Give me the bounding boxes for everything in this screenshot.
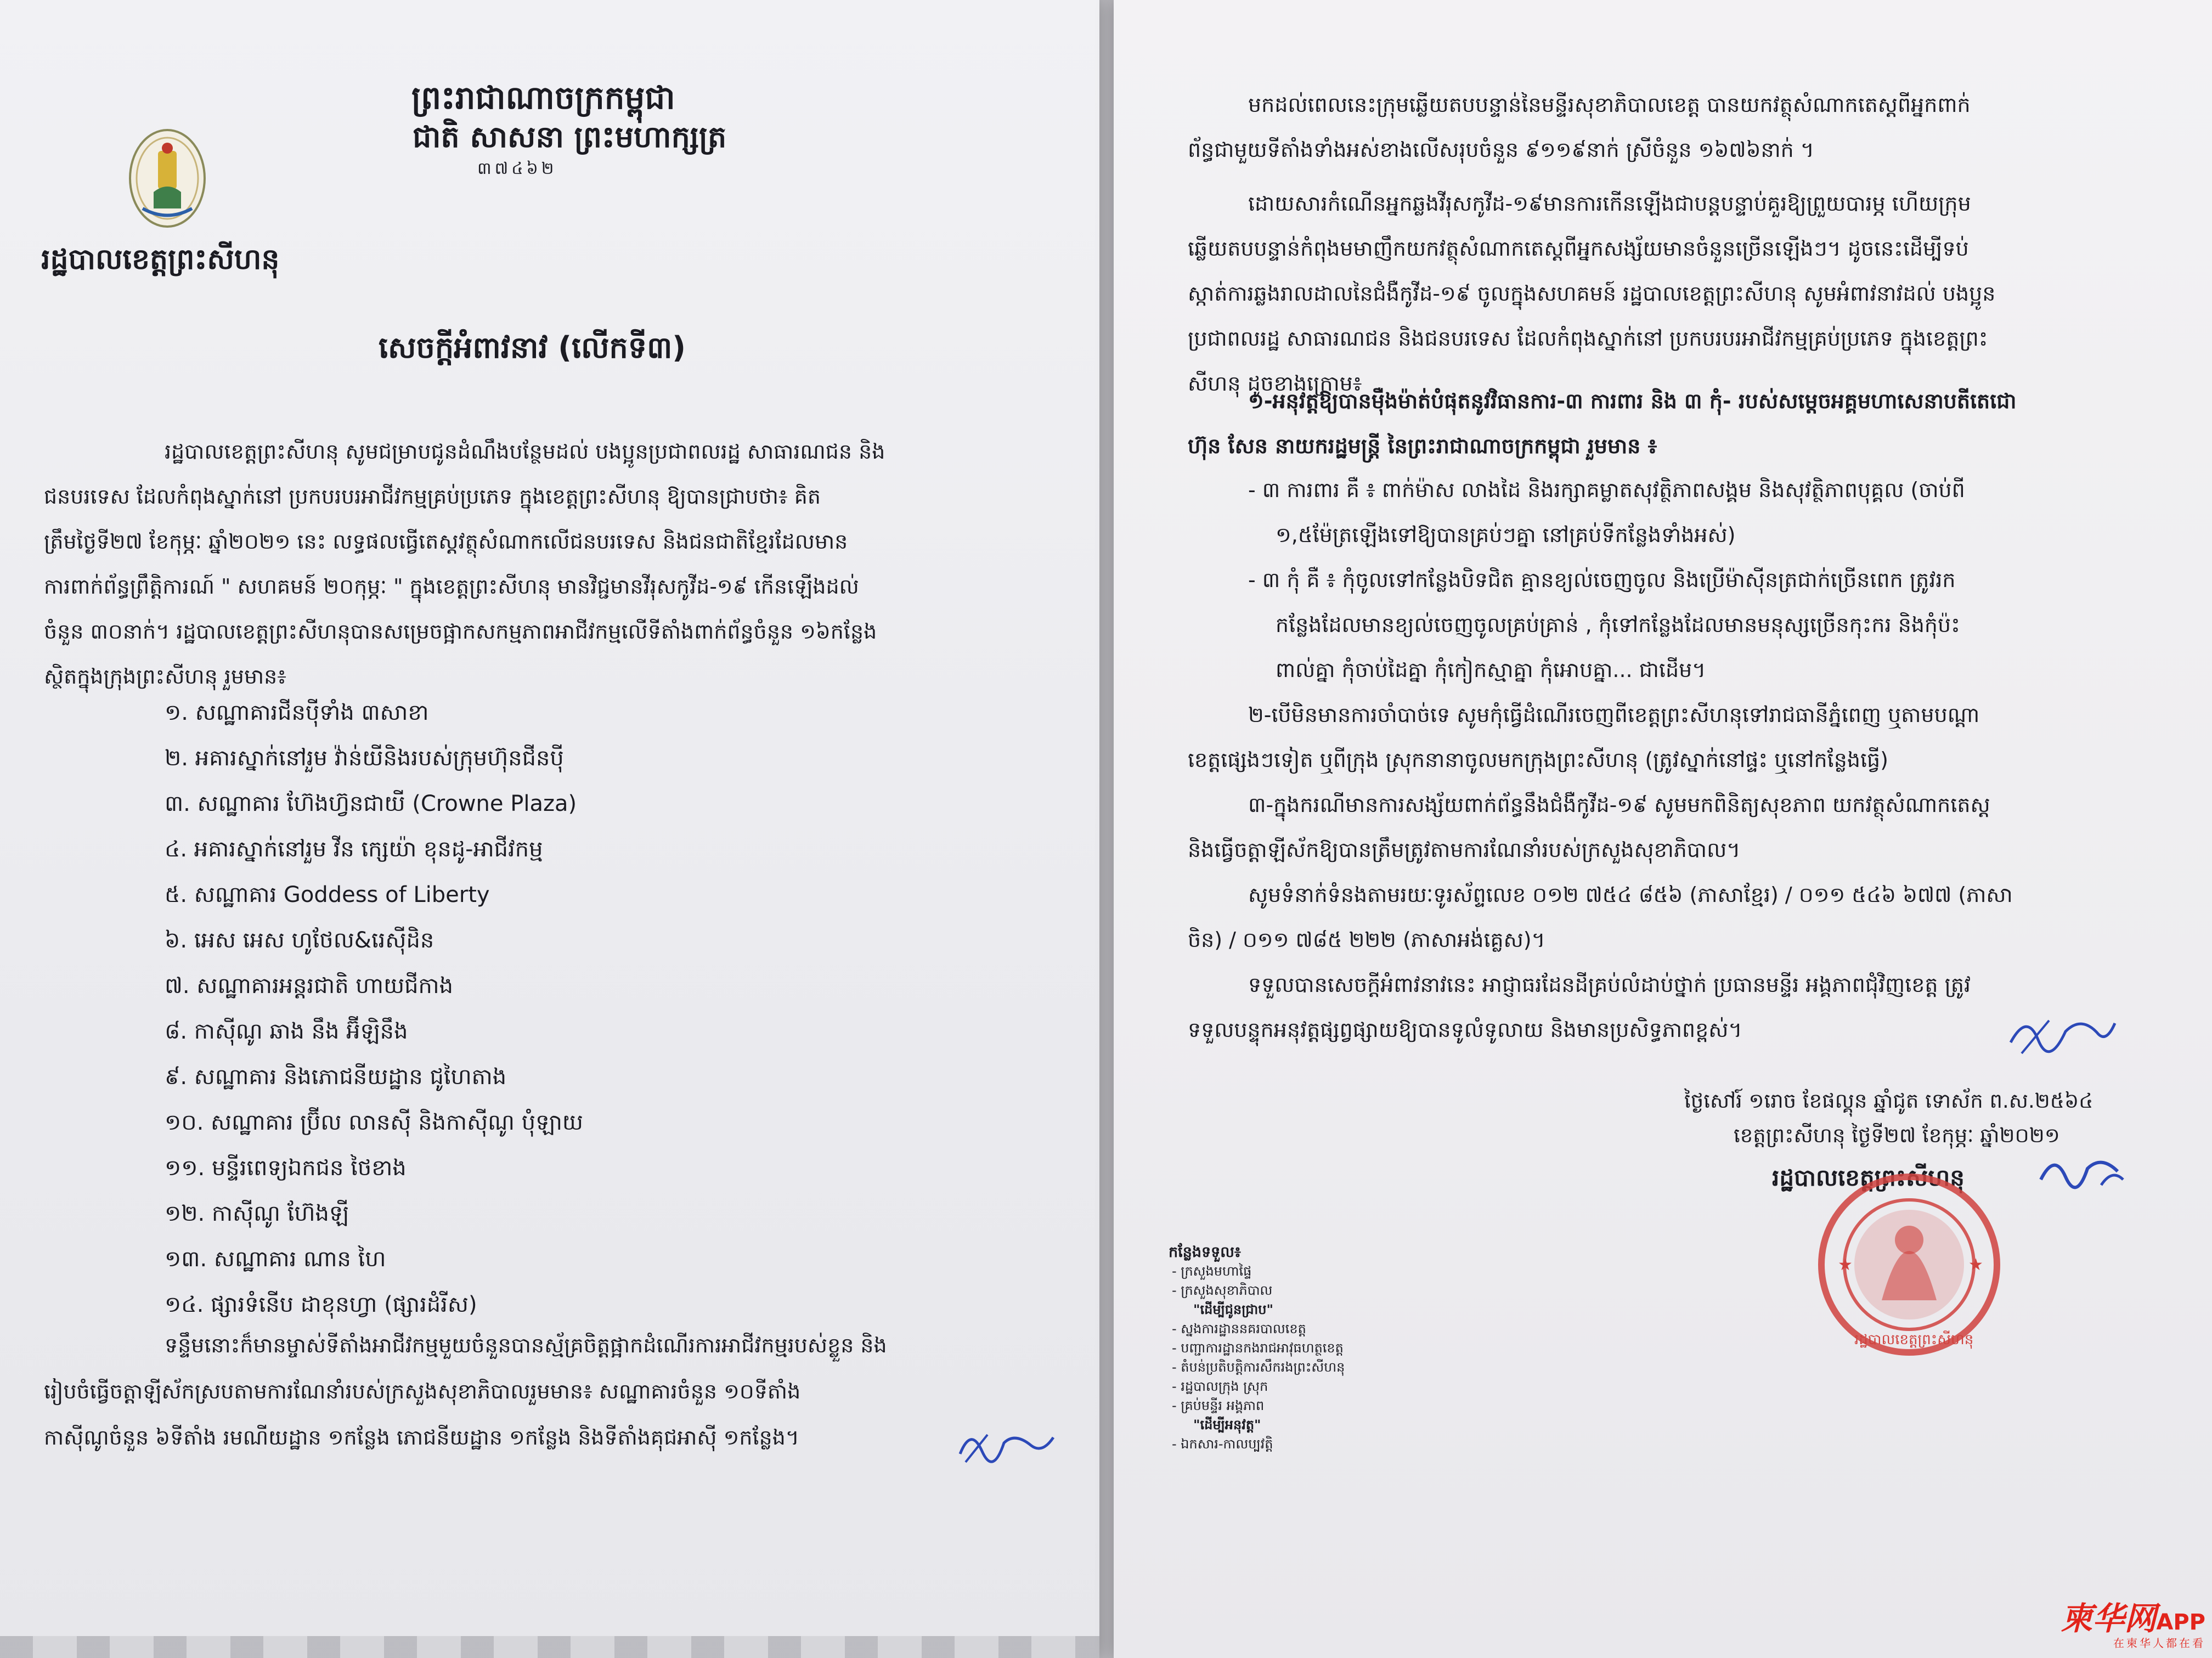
contact-numbers — [1188, 872, 2186, 962]
solar-date: ខេត្តព្រះសីហនុ ថ្ងៃទី២៧ ខែកុម្ភៈ ឆ្នាំ២០២១ — [1734, 1124, 2060, 1147]
initials-signature-icon — [2005, 1010, 2120, 1059]
watermark-app: APP — [2156, 1610, 2205, 1635]
intro-line: រដ្ឋបាលខេត្តព្រះសីហនុ សូមជម្រាបជូនដំណឹងបន្ថែមដល់ បងប្អូនប្រជាពលរដ្ឋ សាធារណជន និង — [165, 439, 885, 464]
paragraph-line: ទទួលបន្ទុកអនុវត្តផ្សព្វផ្សាយឱ្យបានទូលំទូលាយ និងមានប្រសិទ្ធភាពខ្ពស់។ — [1188, 1018, 1742, 1042]
closed-locations-list — [165, 690, 1042, 1328]
recipient: - ក្រសួងមហាផ្ទៃ — [1172, 1264, 1252, 1279]
list-item: ១០. សណ្ឋាគារ ប្រ៊ីល លានស៊ី និងកាស៊ីណូ ប៉ំឡាយ — [165, 1110, 584, 1135]
letter-page-2 — [1114, 0, 2212, 1658]
official-seal-icon — [1816, 1169, 2002, 1361]
document-title: សេចក្តីអំពាវនាវ (លើកទី៣) — [379, 330, 686, 365]
closing-paragraph — [44, 1322, 1075, 1460]
list-item: ៥. សណ្ឋាគារ Goddess of Liberty — [165, 882, 490, 907]
list-item: ៧. សណ្ឋាគារអន្តរជាតិ ហាយជីកាង — [165, 973, 454, 999]
watermark-brand: 柬华网 — [2061, 1600, 2157, 1637]
issuing-authority: រដ្ឋបាលខេត្តព្រះសីហនុ — [41, 243, 280, 276]
appeal-paragraph — [1188, 181, 2186, 406]
recipient: - ស្នងការដ្ឋាននគរបាលខេត្ត — [1172, 1321, 1306, 1336]
recipient: - ក្រសួងសុខាភិបាល — [1172, 1283, 1273, 1298]
list-item: ១៣. សណ្ឋាគារ ណាន ហៃ — [165, 1247, 386, 1272]
paragraph-line: មកដល់ពេលនេះក្រុមឆ្លើយតបបន្ទាន់នៃមន្ទីរសុខាភិបាលខេត្ត បានយកវត្ថុសំណាកតេស្តពីអ្នកពាក់ — [1248, 93, 1971, 117]
lunar-date: ថ្ងៃសៅរ៍ ១រោច ខែផល្គុន ឆ្នាំជូត ទោស័ក ព.ស.២៥៦៤ — [1684, 1089, 2094, 1113]
intro-line: ការពាក់ព័ន្ធព្រឹត្តិការណ៍ " សហគមន៍ ២០កុម្ភៈ " ក្នុងខេត្តព្រះសីហនុ មានវិជ្ជមានវីរុសកូវីដ-១៩ កើនឡើងដល់ — [44, 574, 859, 599]
paragraph-line: ស្កាត់ការឆ្លងរាលដាលនៃជំងឺកូវីដ-១៩ ចូលក្នុងសហគមន៍ រដ្ឋបាលខេត្តព្រះសីហនុ សូមអំពាវនាវដល់ បងប្អូន — [1188, 281, 1996, 306]
measure-1a-three-protections — [1248, 467, 2186, 557]
recipient: - ឯកសារ-កាលប្បវត្តិ — [1172, 1436, 1273, 1452]
paragraph-line: - ៣ ការពារ គឺ ៖ ពាក់ម៉ាស លាងដៃ និងរក្សាគម្លាតសុវត្ថិភាពសង្គម និងសុវត្ថិភាពបុគ្គល (ចាប់ពី — [1248, 478, 1965, 502]
seal-inscription: រដ្ឋបាលខេត្តព្រះសីហនុ — [1854, 1332, 1974, 1348]
list-item: ៩. សណ្ឋាគារ និងភោជនីយដ្ឋាន ជូហៃតាង — [165, 1064, 507, 1090]
closing-line: ទន្ទឹមនោះក៏មានម្ចាស់ទីតាំងអាជីវកម្មមួយចំនួនបានស្ម័គ្រចិត្តផ្អាកដំណើរការអាជីវកម្មរបស់ខ្លួន និង — [165, 1333, 887, 1357]
recipient-note: "ដើម្បីជូនជ្រាប" — [1193, 1302, 1273, 1317]
recipient: - រដ្ឋបាលក្រុង ស្រុក — [1172, 1379, 1268, 1394]
signing-authority: រដ្ឋបាលខេត្តព្រះសីហនុ — [1772, 1164, 1965, 1191]
page-edge-text — [0, 1636, 1099, 1658]
seal-star: ★ — [1838, 1255, 1853, 1274]
list-item: ៣. សណ្ឋាគារ ហ៊ែងហ្វ៊នជាយី (Crowne Plaza) — [165, 791, 577, 816]
paragraph-line: និងធ្វើចត្តាឡីស័កឱ្យបានត្រឹមត្រូវតាមការណែនាំរបស់ក្រសួងសុខាភិបាល។ — [1188, 838, 1741, 862]
list-item: ២. អគារស្នាក់នៅរួម វ៉ាន់យីនិងរបស់ក្រុមហ៊ុនជីនប៉ី — [165, 746, 564, 771]
measure-1b-three-donts — [1248, 557, 2186, 692]
list-item: ១៤. ផ្សារទំនើប ដាខុនហ្វា (ផ្សារដំរីស) — [165, 1292, 477, 1317]
national-motto: ជាតិ សាសនា ព្រះមហាក្សត្រ — [413, 120, 727, 154]
paragraph-line: ២-បើមិនមានការចាំបាច់ទេ សូមកុំធ្វើដំណើរចេញពីខេត្តព្រះសីហនុទៅរាជធានីភ្នំពេញ ឬតាមបណ្តា — [1248, 703, 1980, 727]
list-item: ៨. កាស៊ីណូ ឆាង នឹង អ៊ីឡិនឹង — [165, 1019, 408, 1044]
motto-ornament: ៣៧៤៦២ — [477, 159, 557, 178]
paragraph-line: ១-អនុវត្តឱ្យបានម៉ឺងម៉ាត់បំផុតនូវវិធានការ-៣ ការពារ និង ៣ កុំ- របស់សម្តេចអគ្គមហាសេនាបតីតេជោ — [1248, 389, 2017, 413]
measure-2 — [1188, 692, 2186, 782]
paragraph-line: ខេត្តផ្សេងៗទៀត ឬពីក្រុង ស្រុកនានាចូលមកក្រុងព្រះសីហនុ (ត្រូវស្នាក់នៅផ្ទះ ឬនៅកន្លែងធ្វើ) — [1188, 748, 1888, 772]
test-results-paragraph — [1188, 82, 2186, 172]
intro-line: ត្រឹមថ្ងៃទី២៧ ខែកុម្ភៈ ឆ្នាំ២០២១ នេះ លទ្ធផលធ្វើតេស្តវត្ថុសំណាកលើជនបរទេស និងជនជាតិខ្មែរដែលមាន — [44, 529, 848, 554]
letter-page-1 — [0, 0, 1099, 1658]
seal-star: ★ — [1968, 1255, 1983, 1274]
paragraph-line: ៣-ក្នុងករណីមានការសង្ស័យពាក់ព័ន្ធនឹងជំងឺកូវីដ-១៩ សូមមកពិនិត្យសុខភាព យកវត្ថុសំណាកតេស្ត — [1248, 793, 1990, 817]
list-item: ១១. មន្ទីរពេទ្យឯកជន ថៃខាង — [165, 1155, 407, 1181]
recipient: - តំបន់ប្រតិបត្តិការសឹករងព្រះសីហនុ — [1172, 1360, 1345, 1375]
list-item: ១២. កាស៊ីណូ ហ៊ែងឡី — [165, 1201, 349, 1226]
closing-line: រៀបចំធ្វើចត្តាឡីស័កស្របតាមការណែនាំរបស់ក្រសួងសុខាភិបាលរួមមាន៖ សណ្ឋាគារចំនួន ១០ទីតាំង — [44, 1379, 801, 1403]
intro-paragraph — [44, 429, 1059, 699]
paragraph-line: សីហនុ ដូចខាងក្រោម៖ — [1188, 371, 1362, 396]
paragraph-line: ទទួលបានសេចក្តីអំពាវនាវនេះ អាជ្ញាធរដែនដីគ្រប់លំដាប់ថ្នាក់ ប្រធានមន្ទីរ អង្គភាពជុំវិញខេត្ត ត្រូវ — [1248, 973, 1971, 997]
paragraph-line: ព័ន្ធជាមួយទីតាំងទាំងអស់ខាងលើសរុបចំនួន ៩១១៩នាក់ ស្រីចំនួន ១៦៧៦នាក់ ។ — [1188, 138, 1814, 162]
official-signature-icon — [2035, 1147, 2129, 1196]
paragraph-line: ពាល់គ្នា កុំចាប់ដៃគ្នា កុំកៀកស្មាគ្នា កុំអោបគ្នា... ជាដើម។ — [1276, 658, 1706, 682]
initials-signature-icon — [955, 1421, 1059, 1470]
recipients-list — [1169, 1243, 1476, 1454]
intro-line: ចំនួន ៣០នាក់។ រដ្ឋបាលខេត្តព្រះសីហនុបានសម្រេចផ្អាកសកម្មភាពអាជីវកម្មលើទីតាំងពាក់ព័ន្ធចំនួន ១៦កន្លែង — [44, 619, 877, 644]
recipient-note: "ដើម្បីអនុវត្ត" — [1193, 1417, 1261, 1433]
list-item: ១. សណ្ឋាគារជីនប៉ីទាំង ៣សាខា — [165, 700, 429, 725]
measure-3 — [1188, 782, 2186, 872]
recipient: - បញ្ជាការដ្ឋានកងរាជអាវុធហត្ថខេត្ត — [1172, 1340, 1344, 1356]
list-item: ៦. អេស អេស ហូថែល&រេស៊ីដិន — [165, 928, 435, 953]
watermark-logo — [2061, 1600, 2205, 1650]
measure-1 — [1188, 379, 2186, 469]
closing-line: កាស៊ីណូចំនួន ៦ទីតាំង រមណីយដ្ឋាន ១កន្លែង ភោជនីយដ្ឋាន ១កន្លែង និងទីតាំងគុជអាស៊ី ១កន្លែង។ — [44, 1425, 799, 1450]
paragraph-line: ប្រជាពលរដ្ឋ សាធារណជន និងជនបរទេស ដែលកំពុងស្នាក់នៅ ប្រកបរបរអាជីវកម្មគ្រប់ប្រភេទ ក្នុងខេត្តព្រះ — [1188, 326, 1988, 351]
recipient: - គ្រប់មន្ទីរ អង្គភាព — [1172, 1398, 1265, 1413]
intro-line: ជនបរទេស ដែលកំពុងស្នាក់នៅ ប្រកបរបរអាជីវកម្មគ្រប់ប្រភេទ ក្នុងខេត្តព្រះសីហនុ ឱ្យបានជ្រាបថា៖ គិត — [44, 484, 821, 509]
paragraph-line: ដោយសារកំណើនអ្នកឆ្លងវីរុសកូវីដ-១៩មានការកើនឡើងជាបន្តបន្ទាប់គួរឱ្យព្រួយបារម្ភ ហើយក្រុម — [1248, 191, 1971, 216]
paragraph-line: ឆ្លើយតបបន្ទាន់កំពុងមមាញឹកយកវត្ថុសំណាកតេស្តពីអ្នកសង្ស័យមានចំនួនច្រើនឡើងៗ។ ដូចនេះដើម្បីទប់ — [1188, 236, 1969, 261]
paragraph-line: សូមទំនាក់ទំនងតាមរយៈទូរស័ព្ទលេខ ០១២ ៧៥៤ ៨៥៦ (ភាសាខ្មែរ) / ០១១ ៥៤៦ ៦៧៧ (ភាសា — [1248, 883, 2013, 907]
paragraph-line: ១,៥ម៉ែត្រឡើងទៅឱ្យបានគ្រប់ៗគ្នា នៅគ្រប់ទីកន្លែងទាំងអស់) — [1276, 523, 1736, 547]
paragraph-line: ចិន) / ០១១ ៧៨៥ ២២២ (ភាសាអង់គ្លេស)។ — [1188, 928, 1545, 952]
ministry-emblem-icon — [126, 126, 208, 230]
paragraph-line: - ៣ កុំ គឺ ៖ កុំចូលទៅកន្លែងបិទជិត គ្មានខ្យល់ចេញចូល និងប្រើម៉ាស៊ីនត្រជាក់ច្រើនពេក ត្រូវរក — [1248, 568, 1956, 592]
intro-line: ស្ថិតក្នុងក្រុងព្រះសីហនុ រួមមាន៖ — [44, 664, 286, 689]
list-item: ៤. អគារស្នាក់នៅរួម វីន ក្សេយ៉ា ខុនដូ-អាជីវកម្ម — [165, 837, 543, 862]
kingdom-header: ព្រះរាជាណាចក្រកម្ពុជា — [411, 79, 675, 116]
paragraph-line: កន្លែងដែលមានខ្យល់ចេញចូលគ្រប់គ្រាន់ , កុំទៅកន្លែងដែលមានមនុស្សច្រើនកុះករ និងកុំប៉ះ — [1276, 613, 1960, 637]
recipients-title: កន្លែងទទួល៖ — [1169, 1244, 1241, 1261]
watermark-tagline: 在柬华人都在看 — [2113, 1637, 2205, 1650]
paragraph-line: ហ៊ុន សែន នាយករដ្ឋមន្ត្រី នៃព្រះរាជាណាចក្រកម្ពុជា រួមមាន ៖ — [1188, 434, 1657, 458]
